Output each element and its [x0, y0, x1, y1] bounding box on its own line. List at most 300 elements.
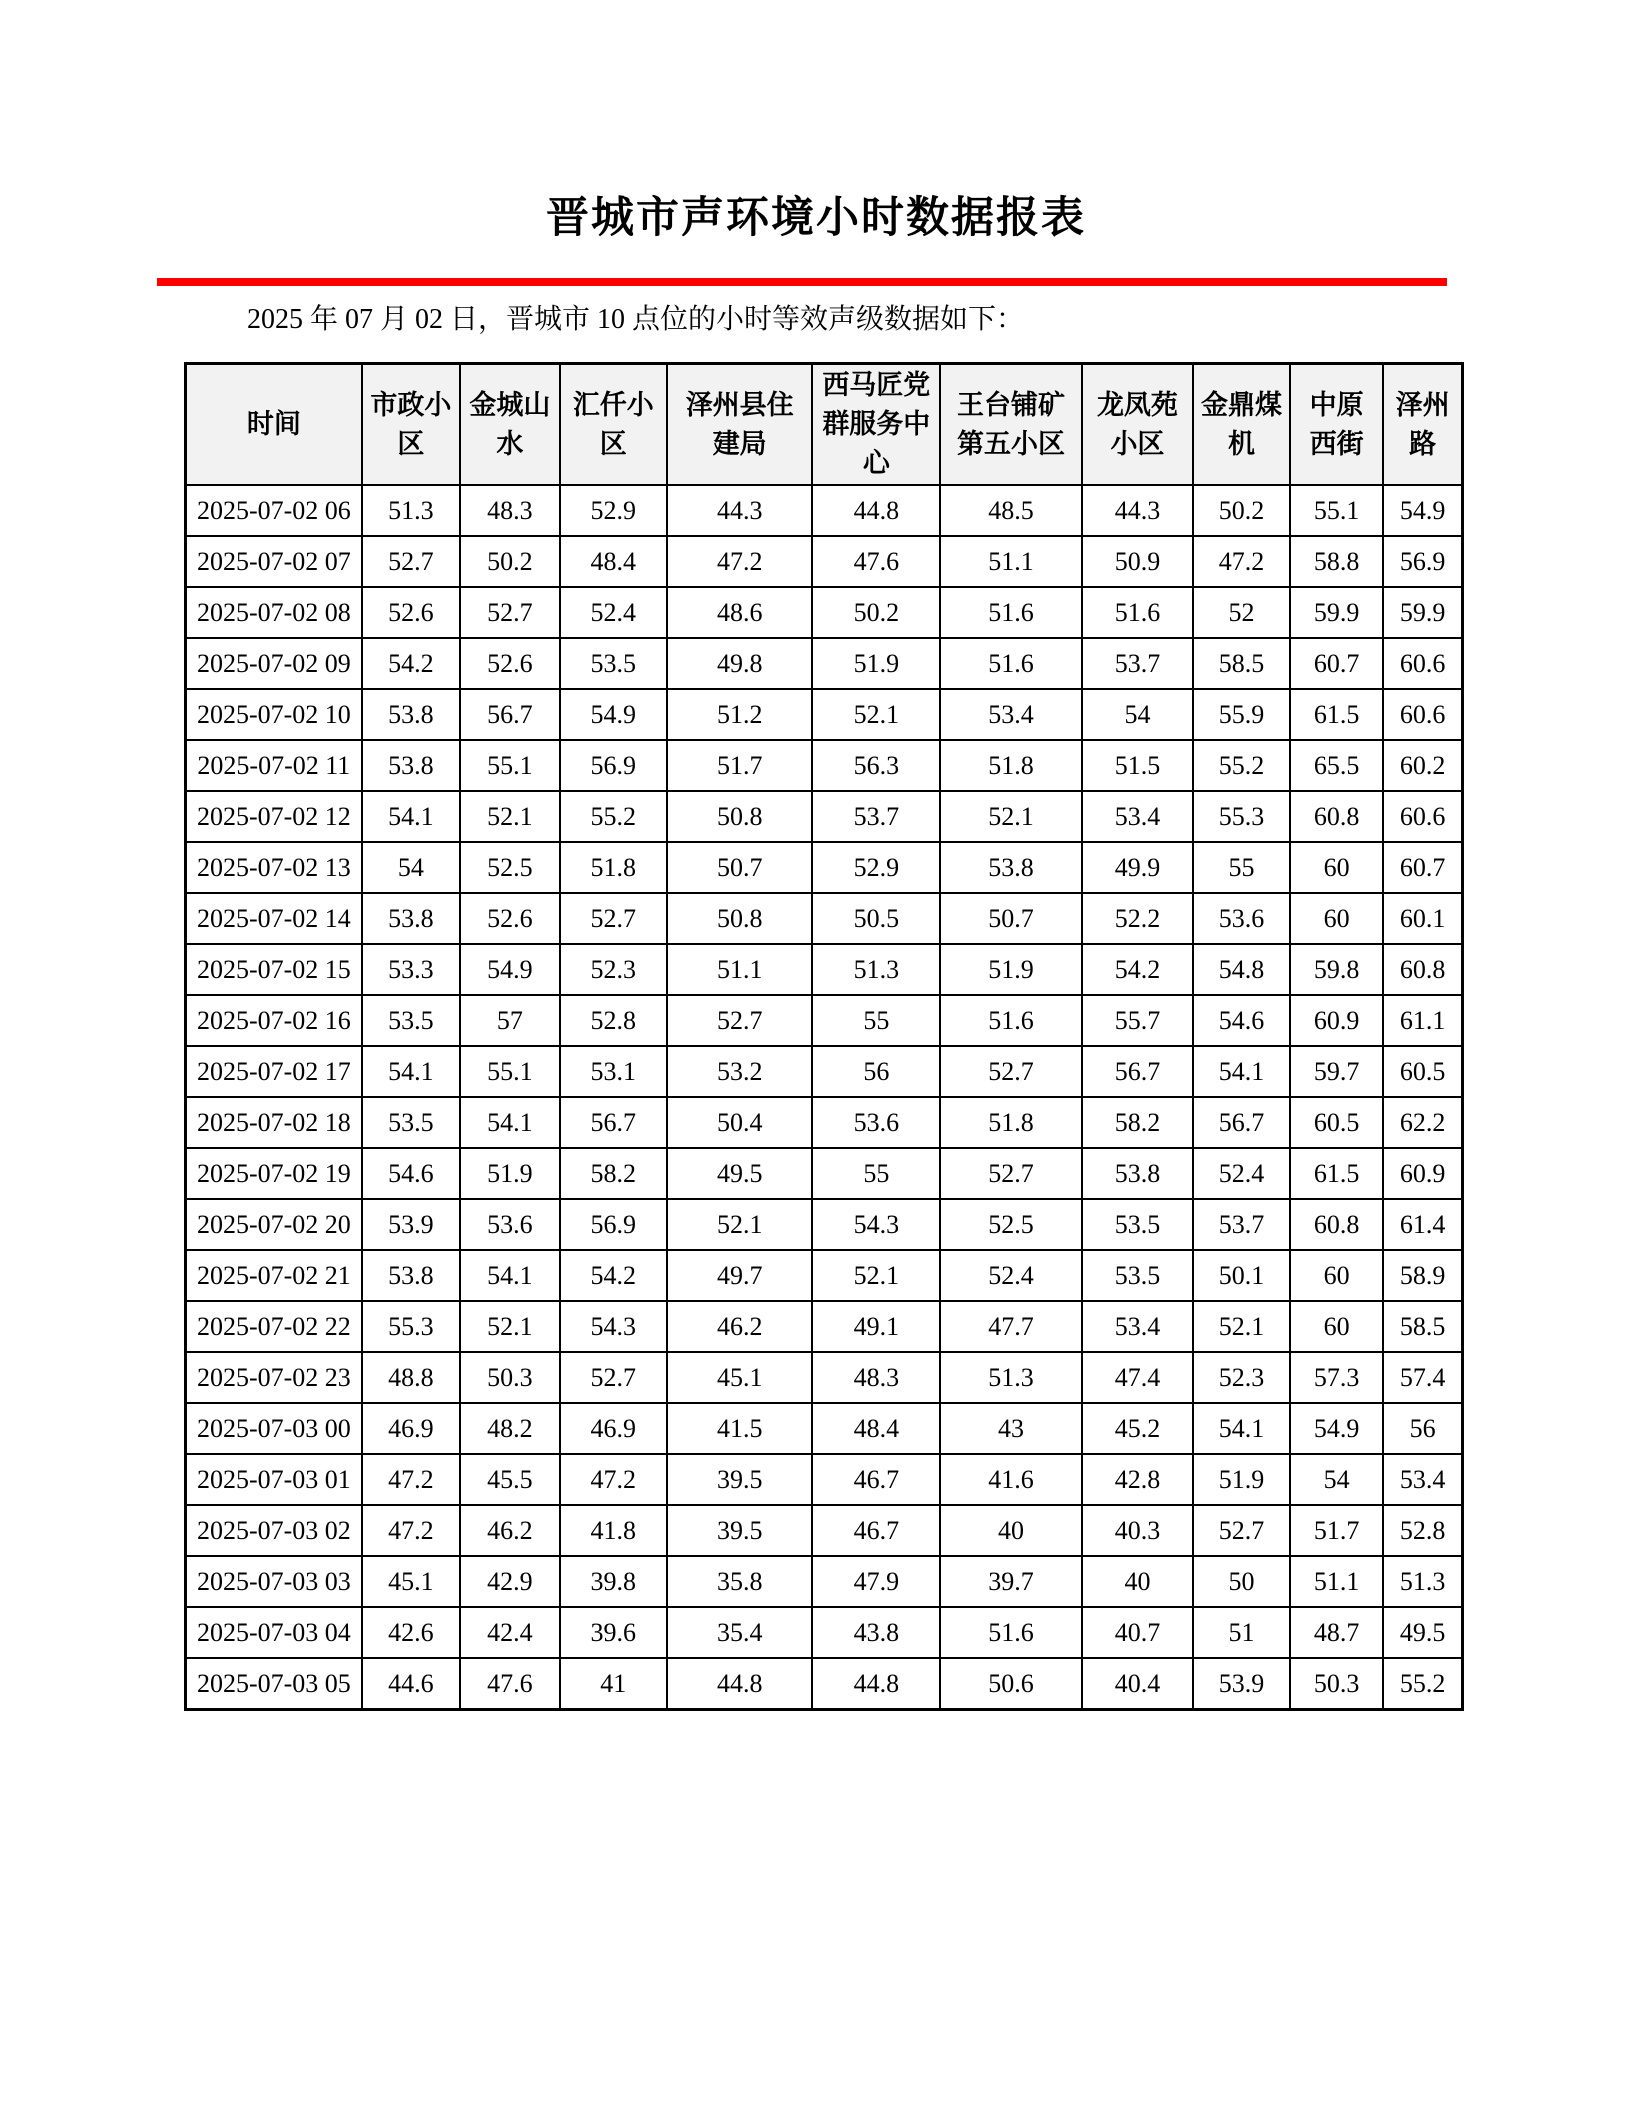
- value-cell: 48.3: [812, 1352, 940, 1403]
- time-cell: 2025-07-02 19: [186, 1148, 362, 1199]
- column-header-station: 泽州县住建局: [667, 364, 813, 486]
- value-cell: 51.1: [667, 944, 813, 995]
- value-cell: 55.3: [1193, 791, 1290, 842]
- value-cell: 52.7: [460, 587, 560, 638]
- time-cell: 2025-07-02 08: [186, 587, 362, 638]
- value-cell: 44.3: [1082, 485, 1193, 536]
- table-row: [186, 893, 1463, 944]
- time-cell: 2025-07-03 01: [186, 1454, 362, 1505]
- value-cell: 52.7: [940, 1148, 1082, 1199]
- value-cell: 47.7: [940, 1301, 1082, 1352]
- value-cell: 46.2: [667, 1301, 813, 1352]
- value-cell: 52.1: [667, 1199, 813, 1250]
- value-cell: 52.7: [362, 536, 460, 587]
- value-cell: 49.1: [812, 1301, 940, 1352]
- value-cell: 51.3: [812, 944, 940, 995]
- value-cell: 60.5: [1290, 1097, 1383, 1148]
- table-row: [186, 791, 1463, 842]
- value-cell: 52.3: [560, 944, 667, 995]
- value-cell: 51.7: [667, 740, 813, 791]
- time-cell: 2025-07-02 21: [186, 1250, 362, 1301]
- value-cell: 52.9: [812, 842, 940, 893]
- time-cell: 2025-07-02 22: [186, 1301, 362, 1352]
- value-cell: 48.6: [667, 587, 813, 638]
- value-cell: 50.8: [667, 893, 813, 944]
- value-cell: 49.5: [1383, 1607, 1462, 1658]
- value-cell: 41.5: [667, 1403, 813, 1454]
- value-cell: 54.6: [362, 1148, 460, 1199]
- value-cell: 49.5: [667, 1148, 813, 1199]
- value-cell: 58.5: [1383, 1301, 1462, 1352]
- value-cell: 60: [1290, 1250, 1383, 1301]
- value-cell: 55.3: [362, 1301, 460, 1352]
- value-cell: 41.6: [940, 1454, 1082, 1505]
- value-cell: 51.8: [940, 740, 1082, 791]
- value-cell: 51.3: [1383, 1556, 1462, 1607]
- value-cell: 60.6: [1383, 638, 1462, 689]
- value-cell: 48.2: [460, 1403, 560, 1454]
- value-cell: 52.4: [1193, 1148, 1290, 1199]
- value-cell: 56.9: [560, 1199, 667, 1250]
- value-cell: 43: [940, 1403, 1082, 1454]
- time-cell: 2025-07-03 02: [186, 1505, 362, 1556]
- value-cell: 47.6: [460, 1658, 560, 1710]
- value-cell: 40.4: [1082, 1658, 1193, 1710]
- column-header-station: 汇仟小区: [560, 364, 667, 486]
- value-cell: 46.2: [460, 1505, 560, 1556]
- value-cell: 57: [460, 995, 560, 1046]
- value-cell: 51: [1193, 1607, 1290, 1658]
- table-header: [186, 364, 1463, 486]
- table-row: [186, 1097, 1463, 1148]
- value-cell: 55.1: [460, 1046, 560, 1097]
- time-cell: 2025-07-02 23: [186, 1352, 362, 1403]
- value-cell: 51.9: [1193, 1454, 1290, 1505]
- value-cell: 52.2: [1082, 893, 1193, 944]
- value-cell: 61.5: [1290, 689, 1383, 740]
- value-cell: 51.6: [940, 587, 1082, 638]
- value-cell: 47.2: [362, 1505, 460, 1556]
- value-cell: 53.8: [362, 689, 460, 740]
- value-cell: 40.7: [1082, 1607, 1193, 1658]
- time-cell: 2025-07-03 00: [186, 1403, 362, 1454]
- value-cell: 51.8: [940, 1097, 1082, 1148]
- value-cell: 53.8: [362, 740, 460, 791]
- table-body: [186, 485, 1463, 1710]
- table-row: [186, 1505, 1463, 1556]
- value-cell: 50.9: [1082, 536, 1193, 587]
- value-cell: 52.6: [362, 587, 460, 638]
- value-cell: 54.1: [362, 1046, 460, 1097]
- value-cell: 51.7: [1290, 1505, 1383, 1556]
- value-cell: 65.5: [1290, 740, 1383, 791]
- value-cell: 47.9: [812, 1556, 940, 1607]
- value-cell: 54.1: [460, 1097, 560, 1148]
- value-cell: 60: [1290, 893, 1383, 944]
- value-cell: 44.8: [667, 1658, 813, 1710]
- value-cell: 54: [1290, 1454, 1383, 1505]
- value-cell: 51.9: [812, 638, 940, 689]
- value-cell: 52.5: [460, 842, 560, 893]
- time-cell: 2025-07-02 12: [186, 791, 362, 842]
- column-header-station: 市政小区: [362, 364, 460, 486]
- value-cell: 54: [1082, 689, 1193, 740]
- table-header-row: [186, 364, 1463, 486]
- value-cell: 54.2: [560, 1250, 667, 1301]
- value-cell: 44.8: [812, 1658, 940, 1710]
- value-cell: 52.8: [1383, 1505, 1462, 1556]
- value-cell: 47.2: [560, 1454, 667, 1505]
- table-row: [186, 1046, 1463, 1097]
- value-cell: 60.7: [1383, 842, 1462, 893]
- value-cell: 51.9: [940, 944, 1082, 995]
- value-cell: 56.9: [1383, 536, 1462, 587]
- column-header-time: 时间: [186, 364, 362, 486]
- value-cell: 52.1: [940, 791, 1082, 842]
- value-cell: 50: [1193, 1556, 1290, 1607]
- time-cell: 2025-07-02 18: [186, 1097, 362, 1148]
- value-cell: 46.9: [560, 1403, 667, 1454]
- value-cell: 55: [1193, 842, 1290, 893]
- table-row: [186, 1454, 1463, 1505]
- value-cell: 40: [1082, 1556, 1193, 1607]
- value-cell: 44.8: [812, 485, 940, 536]
- time-cell: 2025-07-02 15: [186, 944, 362, 995]
- value-cell: 47.2: [362, 1454, 460, 1505]
- table-row: [186, 1556, 1463, 1607]
- value-cell: 51.6: [1082, 587, 1193, 638]
- time-cell: 2025-07-02 13: [186, 842, 362, 893]
- value-cell: 53.7: [1193, 1199, 1290, 1250]
- value-cell: 53.1: [560, 1046, 667, 1097]
- value-cell: 60.1: [1383, 893, 1462, 944]
- page-title: 晋城市声环境小时数据报表: [546, 195, 1086, 242]
- value-cell: 52.1: [460, 1301, 560, 1352]
- value-cell: 52: [1193, 587, 1290, 638]
- time-cell: 2025-07-02 07: [186, 536, 362, 587]
- value-cell: 53.3: [362, 944, 460, 995]
- value-cell: 53.4: [1383, 1454, 1462, 1505]
- value-cell: 50.3: [1290, 1658, 1383, 1710]
- table-row: [186, 689, 1463, 740]
- value-cell: 35.8: [667, 1556, 813, 1607]
- time-cell: 2025-07-02 10: [186, 689, 362, 740]
- time-cell: 2025-07-03 05: [186, 1658, 362, 1710]
- table-row: [186, 638, 1463, 689]
- value-cell: 48.3: [460, 485, 560, 536]
- value-cell: 54.8: [1193, 944, 1290, 995]
- value-cell: 60: [1290, 1301, 1383, 1352]
- value-cell: 54.2: [1082, 944, 1193, 995]
- column-header-station: 西马匠党群服务中心: [812, 364, 940, 486]
- value-cell: 41: [560, 1658, 667, 1710]
- value-cell: 53.6: [460, 1199, 560, 1250]
- value-cell: 55.9: [1193, 689, 1290, 740]
- value-cell: 50.7: [940, 893, 1082, 944]
- value-cell: 52.1: [812, 1250, 940, 1301]
- value-cell: 47.2: [1193, 536, 1290, 587]
- value-cell: 56: [812, 1046, 940, 1097]
- value-cell: 53.8: [362, 893, 460, 944]
- value-cell: 51.9: [460, 1148, 560, 1199]
- value-cell: 51.6: [940, 995, 1082, 1046]
- column-header-station: 金城山水: [460, 364, 560, 486]
- value-cell: 35.4: [667, 1607, 813, 1658]
- value-cell: 54: [362, 842, 460, 893]
- value-cell: 46.7: [812, 1454, 940, 1505]
- value-cell: 48.4: [812, 1403, 940, 1454]
- value-cell: 53.6: [812, 1097, 940, 1148]
- table-row: [186, 842, 1463, 893]
- value-cell: 52.7: [560, 893, 667, 944]
- value-cell: 60.7: [1290, 638, 1383, 689]
- value-cell: 55: [812, 1148, 940, 1199]
- value-cell: 51.3: [940, 1352, 1082, 1403]
- value-cell: 60.8: [1290, 791, 1383, 842]
- value-cell: 53.7: [1082, 638, 1193, 689]
- table-row: [186, 536, 1463, 587]
- value-cell: 50.4: [667, 1097, 813, 1148]
- value-cell: 45.2: [1082, 1403, 1193, 1454]
- value-cell: 51.1: [1290, 1556, 1383, 1607]
- value-cell: 60.6: [1383, 689, 1462, 740]
- value-cell: 53.8: [362, 1250, 460, 1301]
- value-cell: 55.1: [460, 740, 560, 791]
- value-cell: 52.6: [460, 638, 560, 689]
- value-cell: 53.5: [362, 995, 460, 1046]
- value-cell: 48.4: [560, 536, 667, 587]
- value-cell: 60.8: [1290, 1199, 1383, 1250]
- value-cell: 53.6: [1193, 893, 1290, 944]
- value-cell: 52.5: [940, 1199, 1082, 1250]
- value-cell: 55.2: [1383, 1658, 1462, 1710]
- value-cell: 58.2: [1082, 1097, 1193, 1148]
- value-cell: 54.9: [1290, 1403, 1383, 1454]
- value-cell: 54.9: [560, 689, 667, 740]
- value-cell: 46.7: [812, 1505, 940, 1556]
- table-row: [186, 1658, 1463, 1710]
- value-cell: 49.9: [1082, 842, 1193, 893]
- column-header-station: 王台铺矿第五小区: [940, 364, 1082, 486]
- value-cell: 53.2: [667, 1046, 813, 1097]
- value-cell: 45.5: [460, 1454, 560, 1505]
- value-cell: 55.7: [1082, 995, 1193, 1046]
- value-cell: 54.1: [362, 791, 460, 842]
- time-cell: 2025-07-03 04: [186, 1607, 362, 1658]
- table-row: [186, 995, 1463, 1046]
- table-row: [186, 1352, 1463, 1403]
- value-cell: 42.4: [460, 1607, 560, 1658]
- value-cell: 42.9: [460, 1556, 560, 1607]
- value-cell: 51.2: [667, 689, 813, 740]
- value-cell: 52.8: [560, 995, 667, 1046]
- value-cell: 60.9: [1383, 1148, 1462, 1199]
- value-cell: 58.5: [1193, 638, 1290, 689]
- value-cell: 60.6: [1383, 791, 1462, 842]
- time-cell: 2025-07-02 17: [186, 1046, 362, 1097]
- value-cell: 50.8: [667, 791, 813, 842]
- value-cell: 47.6: [812, 536, 940, 587]
- column-header-station: 金鼎煤机: [1193, 364, 1290, 486]
- value-cell: 57.4: [1383, 1352, 1462, 1403]
- table-row: [186, 1250, 1463, 1301]
- value-cell: 59.7: [1290, 1046, 1383, 1097]
- value-cell: 46.9: [362, 1403, 460, 1454]
- value-cell: 60.5: [1383, 1046, 1462, 1097]
- table-row: [186, 485, 1463, 536]
- title-divider-rule: [157, 278, 1447, 286]
- value-cell: 44.3: [667, 485, 813, 536]
- time-cell: 2025-07-02 11: [186, 740, 362, 791]
- value-cell: 55.1: [1290, 485, 1383, 536]
- value-cell: 52.1: [460, 791, 560, 842]
- table-row: [186, 1199, 1463, 1250]
- column-header-station: 中原西街: [1290, 364, 1383, 486]
- value-cell: 58.9: [1383, 1250, 1462, 1301]
- value-cell: 53.9: [362, 1199, 460, 1250]
- value-cell: 61.1: [1383, 995, 1462, 1046]
- report-subtitle: 2025 年 07 月 02 日，晋城市 10 点位的小时等效声级数据如下：: [247, 303, 1025, 335]
- value-cell: 50.2: [460, 536, 560, 587]
- value-cell: 49.8: [667, 638, 813, 689]
- time-cell: 2025-07-02 06: [186, 485, 362, 536]
- value-cell: 55: [812, 995, 940, 1046]
- value-cell: 41.8: [560, 1505, 667, 1556]
- value-cell: 52.6: [460, 893, 560, 944]
- value-cell: 56.7: [560, 1097, 667, 1148]
- value-cell: 51.5: [1082, 740, 1193, 791]
- value-cell: 50.5: [812, 893, 940, 944]
- value-cell: 53.7: [812, 791, 940, 842]
- value-cell: 56.7: [460, 689, 560, 740]
- value-cell: 45.1: [667, 1352, 813, 1403]
- value-cell: 51.3: [362, 485, 460, 536]
- value-cell: 54.1: [1193, 1403, 1290, 1454]
- value-cell: 58.8: [1290, 536, 1383, 587]
- value-cell: 57.3: [1290, 1352, 1383, 1403]
- value-cell: 52.4: [560, 587, 667, 638]
- table-row: [186, 1607, 1463, 1658]
- value-cell: 56.9: [560, 740, 667, 791]
- value-cell: 51.6: [940, 1607, 1082, 1658]
- value-cell: 53.4: [1082, 791, 1193, 842]
- time-cell: 2025-07-02 20: [186, 1199, 362, 1250]
- value-cell: 50.3: [460, 1352, 560, 1403]
- value-cell: 40.3: [1082, 1505, 1193, 1556]
- value-cell: 52.4: [940, 1250, 1082, 1301]
- value-cell: 60.9: [1290, 995, 1383, 1046]
- value-cell: 52.7: [940, 1046, 1082, 1097]
- value-cell: 50.7: [667, 842, 813, 893]
- value-cell: 53.5: [1082, 1250, 1193, 1301]
- time-cell: 2025-07-02 14: [186, 893, 362, 944]
- value-cell: 48.7: [1290, 1607, 1383, 1658]
- value-cell: 60: [1290, 842, 1383, 893]
- value-cell: 60.8: [1383, 944, 1462, 995]
- value-cell: 52.9: [560, 485, 667, 536]
- value-cell: 56.7: [1193, 1097, 1290, 1148]
- value-cell: 55.2: [1193, 740, 1290, 791]
- column-header-station: 泽州路: [1383, 364, 1462, 486]
- noise-data-table: [184, 362, 1464, 1711]
- time-cell: 2025-07-02 16: [186, 995, 362, 1046]
- value-cell: 56: [1383, 1403, 1462, 1454]
- table-row: [186, 1403, 1463, 1454]
- value-cell: 39.7: [940, 1556, 1082, 1607]
- value-cell: 53.5: [560, 638, 667, 689]
- value-cell: 53.5: [1082, 1199, 1193, 1250]
- value-cell: 52.7: [1193, 1505, 1290, 1556]
- value-cell: 39.8: [560, 1556, 667, 1607]
- value-cell: 49.7: [667, 1250, 813, 1301]
- value-cell: 39.5: [667, 1505, 813, 1556]
- value-cell: 50.1: [1193, 1250, 1290, 1301]
- value-cell: 62.2: [1383, 1097, 1462, 1148]
- value-cell: 53.5: [362, 1097, 460, 1148]
- value-cell: 40: [940, 1505, 1082, 1556]
- value-cell: 52.7: [560, 1352, 667, 1403]
- value-cell: 61.5: [1290, 1148, 1383, 1199]
- value-cell: 53.9: [1193, 1658, 1290, 1710]
- value-cell: 42.8: [1082, 1454, 1193, 1505]
- value-cell: 39.5: [667, 1454, 813, 1505]
- value-cell: 55.2: [560, 791, 667, 842]
- value-cell: 53.8: [1082, 1148, 1193, 1199]
- value-cell: 43.8: [812, 1607, 940, 1658]
- column-header-station: 龙凤苑小区: [1082, 364, 1193, 486]
- time-cell: 2025-07-02 09: [186, 638, 362, 689]
- value-cell: 61.4: [1383, 1199, 1462, 1250]
- value-cell: 47.4: [1082, 1352, 1193, 1403]
- table-row: [186, 587, 1463, 638]
- value-cell: 51.6: [940, 638, 1082, 689]
- table-row: [186, 1301, 1463, 1352]
- value-cell: 59.8: [1290, 944, 1383, 995]
- value-cell: 48.5: [940, 485, 1082, 536]
- value-cell: 51.1: [940, 536, 1082, 587]
- value-cell: 56.7: [1082, 1046, 1193, 1097]
- value-cell: 54.9: [460, 944, 560, 995]
- value-cell: 60.2: [1383, 740, 1462, 791]
- value-cell: 54.1: [1193, 1046, 1290, 1097]
- value-cell: 53.4: [1082, 1301, 1193, 1352]
- value-cell: 59.9: [1290, 587, 1383, 638]
- value-cell: 52.7: [667, 995, 813, 1046]
- value-cell: 50.2: [812, 587, 940, 638]
- value-cell: 47.2: [667, 536, 813, 587]
- value-cell: 52.3: [1193, 1352, 1290, 1403]
- value-cell: 45.1: [362, 1556, 460, 1607]
- value-cell: 54.3: [812, 1199, 940, 1250]
- value-cell: 52.1: [1193, 1301, 1290, 1352]
- value-cell: 39.6: [560, 1607, 667, 1658]
- value-cell: 54.3: [560, 1301, 667, 1352]
- value-cell: 56.3: [812, 740, 940, 791]
- table-row: [186, 944, 1463, 995]
- value-cell: 59.9: [1383, 587, 1462, 638]
- value-cell: 53.8: [940, 842, 1082, 893]
- value-cell: 50.6: [940, 1658, 1082, 1710]
- value-cell: 53.4: [940, 689, 1082, 740]
- value-cell: 54.6: [1193, 995, 1290, 1046]
- value-cell: 54.2: [362, 638, 460, 689]
- value-cell: 50.2: [1193, 485, 1290, 536]
- table-row: [186, 1148, 1463, 1199]
- value-cell: 42.6: [362, 1607, 460, 1658]
- value-cell: 44.6: [362, 1658, 460, 1710]
- value-cell: 58.2: [560, 1148, 667, 1199]
- value-cell: 51.8: [560, 842, 667, 893]
